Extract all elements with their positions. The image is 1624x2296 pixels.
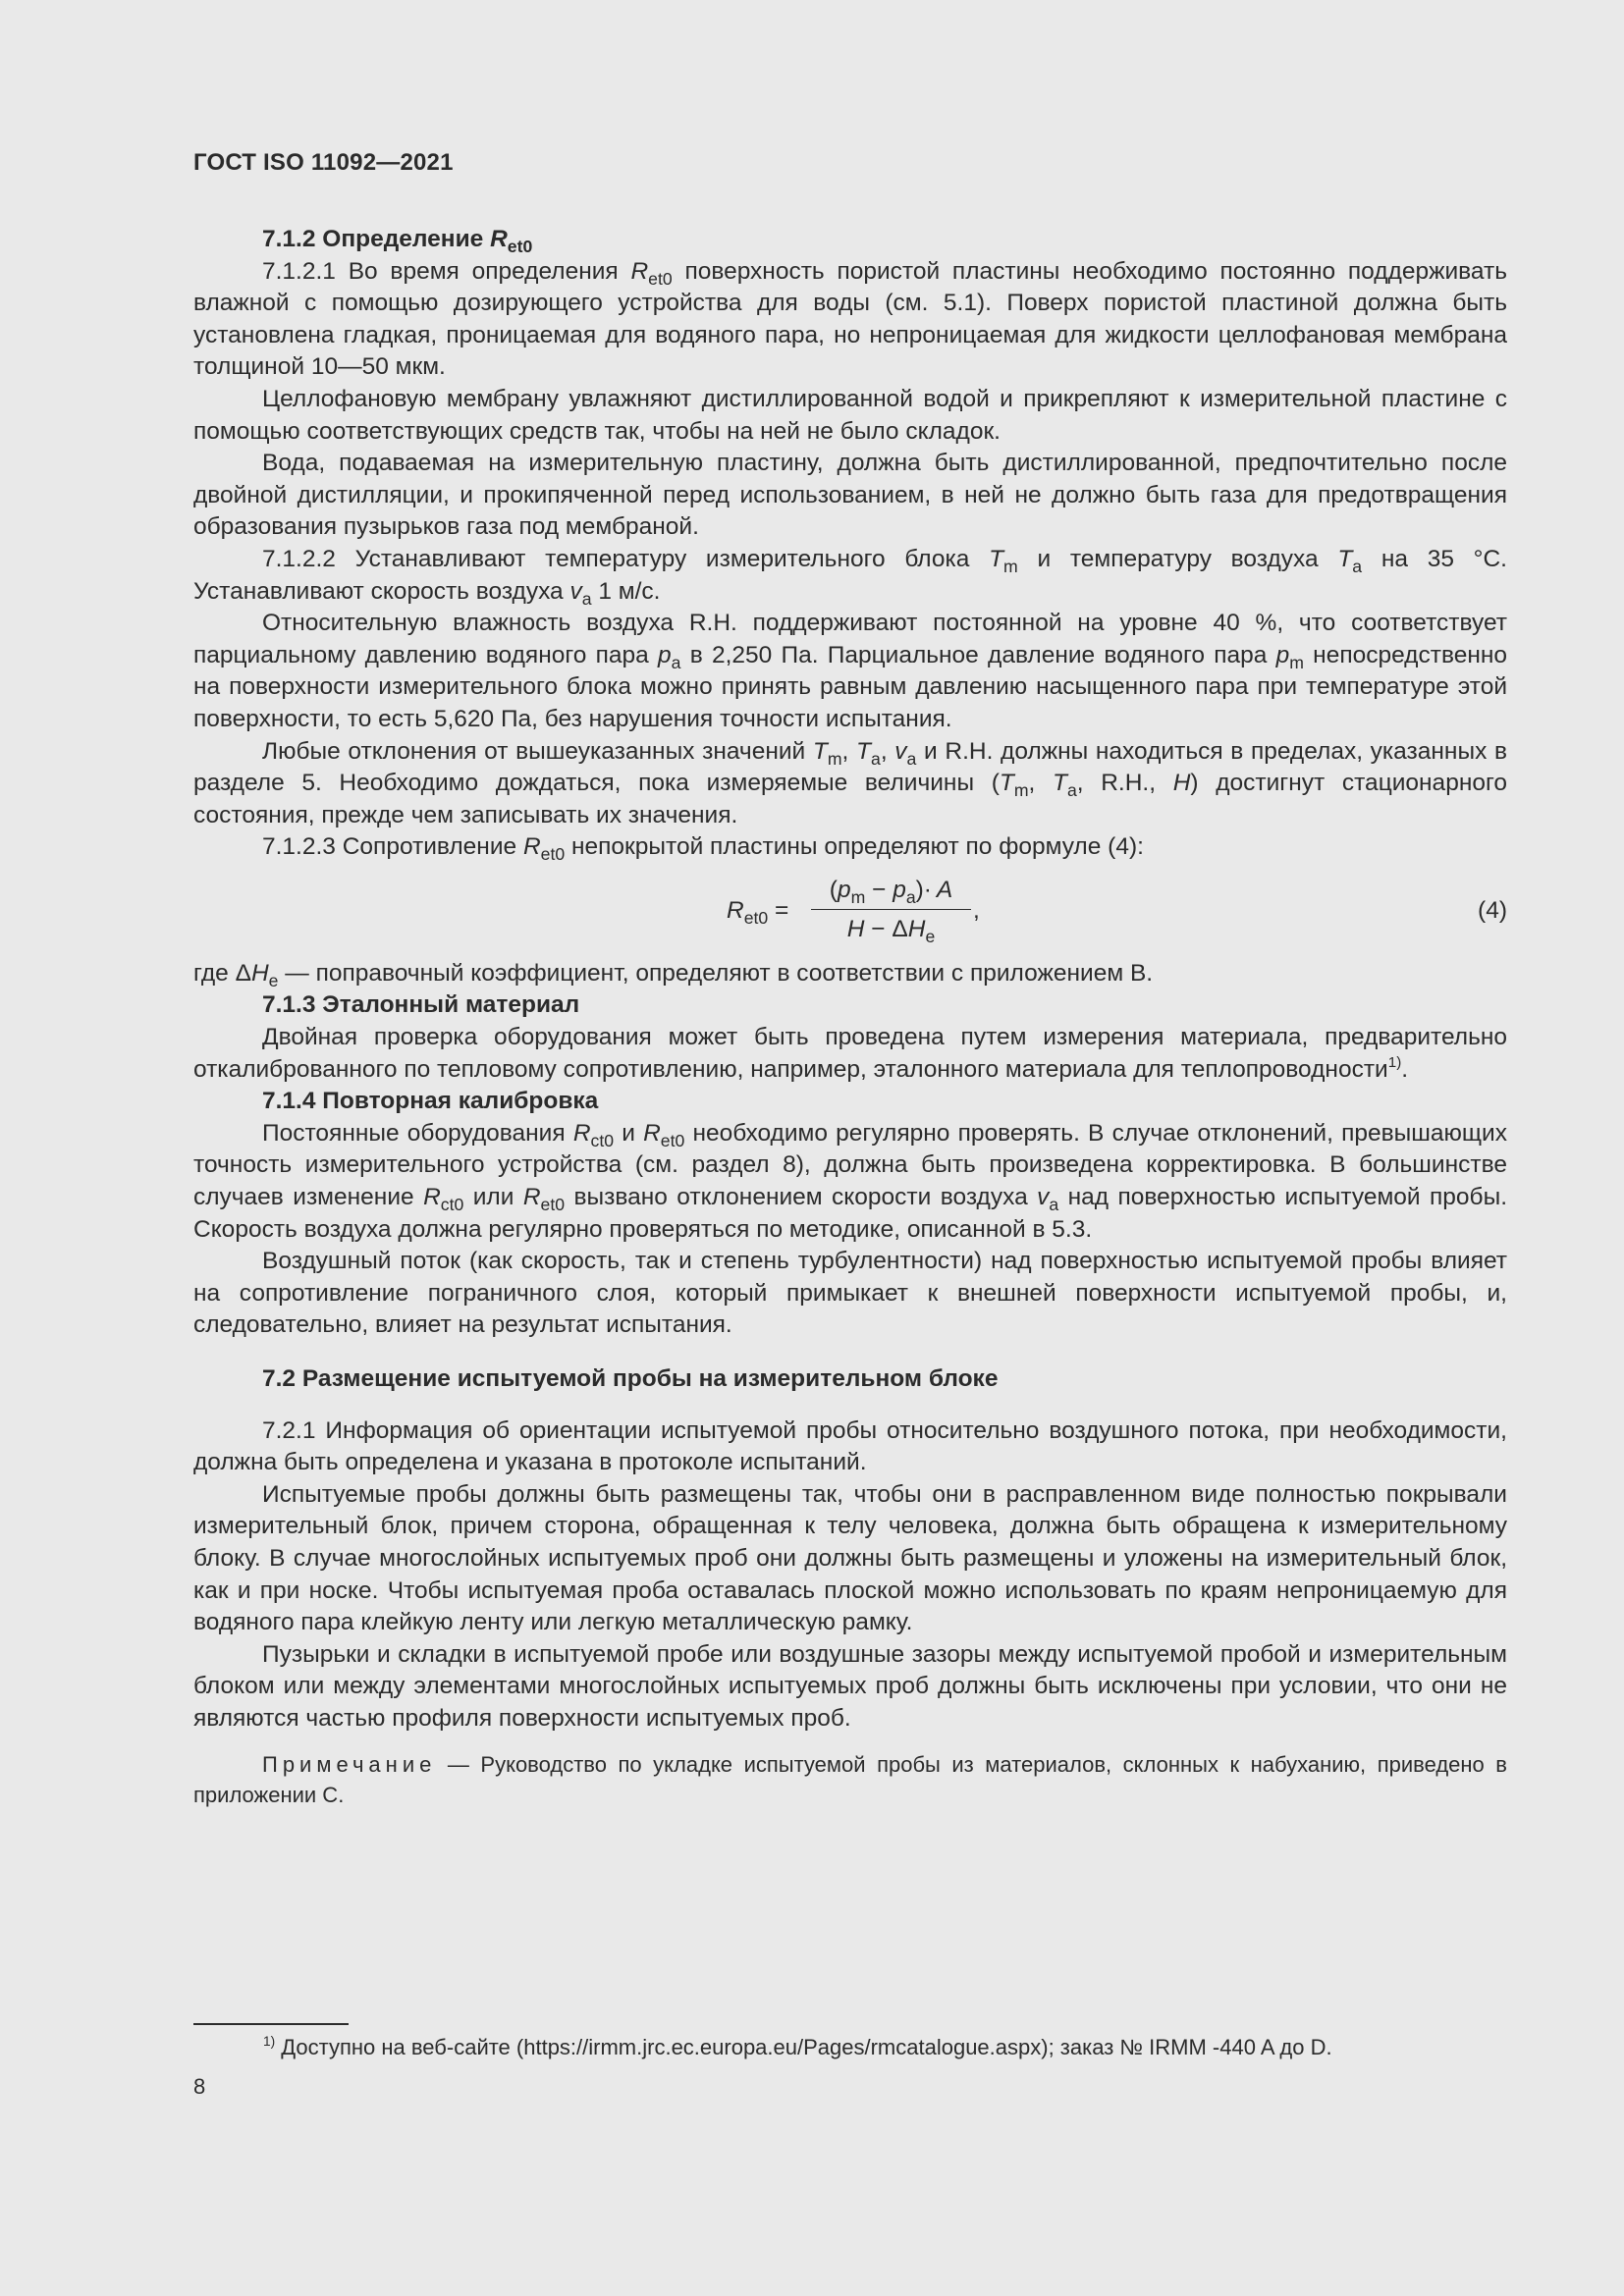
section-712-heading: 7.1.2 Определение $R_{et0}$ bbox=[262, 226, 533, 257]
page-number: 8 bbox=[193, 2074, 206, 2099]
note-label: Примечание bbox=[262, 1751, 437, 1777]
paragraph-calibration: Постоянные оборудования $R_{ct0}$ и $R_{et0}$ необходимо регулярно проверять. В случае отклонений, превышающих точность измерительного устройства (см. раздел 8), должна быть произведена корректировка. В большинстве случаев изменение $R_{ct0}$ или $R_{et0}$ вызвано отклонением скорости воздуха $v_a$ над поверхностью испытуемой пробы. Скорость воздуха должна регулярно проверяться по методике, описанной в 5.3. bbox=[193, 1119, 1508, 1243]
paragraph-bubbles: Пузырьки и складки в испытуемой пробе или воздушные зазоры между испытуемой пробой и измерительным блоком или между элементами многослойных испытуемых проб должны быть исключены при условии, что они не являются частью профиля поверхности испытуемых проб. bbox=[193, 1640, 1507, 1732]
formula-fraction bbox=[809, 872, 973, 947]
paragraph-721: 7.2.1 Информация об ориентации испытуемой пробы относительно воздушного потока, при необходимости, должна быть определена и указана в протоколе испытаний. bbox=[193, 1416, 1507, 1476]
formula-denominator: $H - \Delta H_e$ bbox=[846, 915, 936, 947]
paragraph-7123: 7.1.2.3 Сопротивление $R_{et0}$ непокрытой пластины определяют по формуле (4): bbox=[262, 833, 1144, 865]
paragraph-7121: 7.1.2.1 Во время определения $R_{et0}$ поверхность пористой пластины необходимо постоянно поддерживать влажной с помощью дозирующего устройства для воды (см. 5.1). Поверх пористой пластиной должна быть установлена гладкая, проницаемая для водяного пара, но непроницаемая для жидкости целлофановая мембрана толщиной 10—50 мкм. bbox=[193, 257, 1507, 381]
footnote-divider bbox=[193, 2023, 349, 2025]
paragraph-membrane: Целлофановую мембрану увлажняют дистиллированной водой и прикрепляют к измерительной пластине с помощью соответствующих средств так, чтобы на ней не было складок. bbox=[193, 385, 1507, 445]
main-content bbox=[193, 224, 1507, 1810]
formula-numerator: $(p_m - p_a)\cdot A$ bbox=[829, 876, 953, 908]
paragraph-placement: Испытуемые пробы должны быть размещены так, чтобы они в расправленном виде полностью покрывали измерительный блок, причем сторона, обращенная к телу человека, должна быть обращена к измерительному блоку. В случае многослойных испытуемых проб они должны быть размещены и уложены на измерительный блок, как и при носке. Чтобы испытуемая проба оставалась плоской можно использовать по краям непроницаемую для водяного пара клейкую ленту или легкую металлическую рамку. bbox=[193, 1480, 1507, 1636]
document-header: ГОСТ ISO 11092—2021 bbox=[193, 149, 454, 176]
paragraph-deviations: Любые отклонения от вышеуказанных значений $T_m$, $T_a$, $v_a$ и R.H. должны находиться в пределах, указанных в разделе 5. Необходимо дождаться, пока измеряемые величины ($T_m$, $T_a$, R.H., H) достигнут стационарного состояния, прежде чем записывать их значения. bbox=[193, 737, 1507, 828]
footnote: $^{1)}$ Доступно на веб-сайте (https://irmm.jrc.ec.europa.eu/Pages/rmcatalogue.aspx); заказ № IRMM -440 A до D. bbox=[263, 2034, 1332, 2059]
formula-lhs: $R_{et0}$ = bbox=[727, 896, 789, 929]
paragraph-airflow: Воздушный поток (как скорость, так и степень турбулентности) над поверхностью испытуемой пробы влияет на сопротивление пограничного слоя, который примыкает к внешней поверхности испытуемой пробы, и, следовательно, влияет на результат испытания. bbox=[193, 1248, 1507, 1339]
paragraph-humidity: Относительную влажность воздуха R.H. поддерживают постоянной на уровне 40 %, что соответствует парциальному давлению водяного пара $p_a$ в 2,250 Па. Парциальное давление водяного пара $p_m$ непосредственно на поверхности измерительного блока можно принять равным давлению насыщенного пара при температуре этой поверхности, то есть 5,620 Па, без нарушения точности испытания. bbox=[193, 610, 1508, 732]
formula-number: (4) bbox=[1478, 896, 1507, 924]
section-714-heading: 7.1.4 Повторная калибровка bbox=[262, 1088, 599, 1115]
section-713-heading: 7.1.3 Эталонный материал bbox=[262, 991, 580, 1019]
footnote-reference[interactable]: 1) bbox=[1387, 1053, 1402, 1071]
paragraph-water: Вода, подаваемая на измерительную пластину, должна быть дистиллированной, предпочтительно после двойной дистилляции, и прокипяченной перед использованием, в ней не должно быть газа для предотвращения образования пузырьков газа под мембраной. bbox=[193, 450, 1507, 541]
formula-4: $R_{et0}$ = $(p_m - p_a)\cdot A$ $H - \Delta H_e$ , (4) bbox=[193, 872, 1507, 954]
note: Примечание — Руководство по укладке испытуемой пробы из материалов, склонных к набуханию, приведено в приложении C. bbox=[193, 1751, 1507, 1807]
paragraph-reference-material: Двойная проверка оборудования может быть проведена путем измерения материала, предварительно откалиброванного по тепловому сопротивлению, например, эталонного материала для теплопроводности$^{1)}$. bbox=[193, 1024, 1507, 1083]
paragraph-where: где $\Delta H_e$ — поправочный коэффициент, определяют в соответствии с приложением B. bbox=[193, 959, 1154, 991]
paragraph-7122: 7.1.2.2 Устанавливают температуру измерительного блока $T_m$ и температуру воздуха $T_a$ на 35 °C. Устанавливают скорость воздуха $v_a$ 1 м/с. bbox=[193, 545, 1507, 609]
section-72-heading: 7.2 Размещение испытуемой пробы на измерительном блоке bbox=[262, 1365, 999, 1392]
